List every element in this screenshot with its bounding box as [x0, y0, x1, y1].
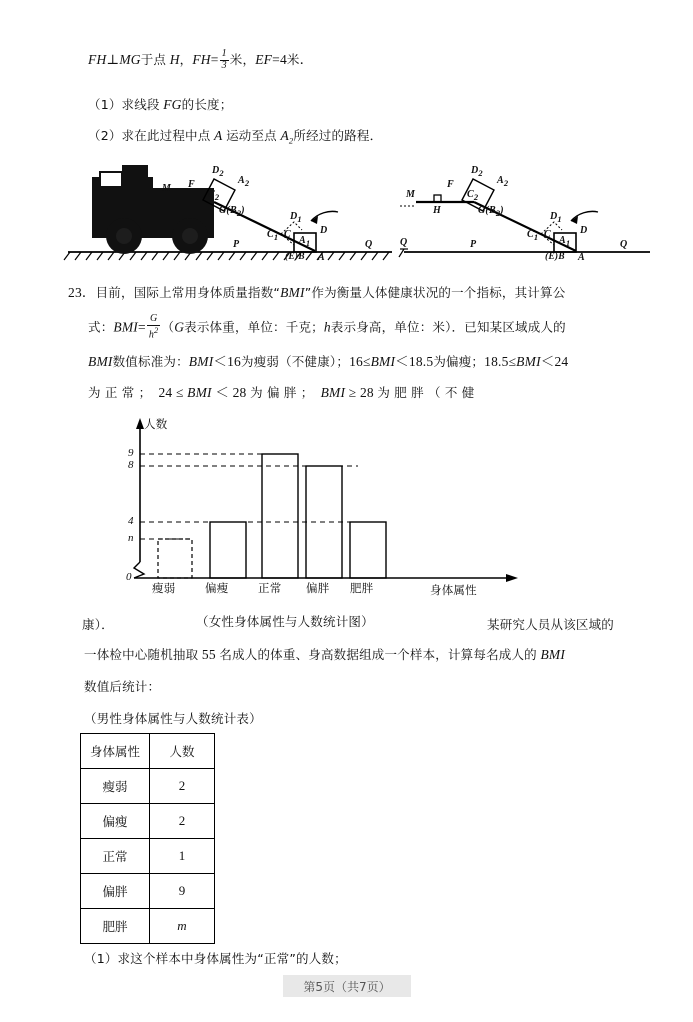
problem23-line-5-right: 某研究人员从该区域的: [487, 617, 615, 632]
text-at-point: 于点: [140, 52, 167, 68]
label-M: M: [162, 183, 172, 194]
xtick-pianshou: 偏瘦: [205, 581, 229, 595]
problem23-line-7: 数值后统计：: [84, 679, 161, 694]
figure-truck-ramp-left: [62, 150, 392, 265]
label-M-right: M: [406, 189, 416, 200]
table-header-count: 人数: [150, 734, 215, 769]
ge-1: ≥: [348, 385, 357, 400]
label-D2: $D_2$: [212, 165, 224, 178]
problem22-condition: [88, 50, 313, 72]
problem23-line-6: [84, 645, 565, 665]
label-C2-right: $C_2$: [467, 189, 479, 202]
problem22-question-1: [88, 95, 232, 115]
term-bmi-5: BMI: [370, 354, 396, 369]
p23-text-1: 目前，国际上常用身体质量指数: [95, 285, 274, 300]
formula-equals: =: [138, 319, 146, 335]
bar-chart-female: [100, 410, 520, 600]
xtick-feipang: 肥胖: [350, 581, 374, 595]
value-16-b: 16: [349, 354, 363, 369]
problem23-line-2: [88, 315, 566, 341]
row-count-pianpang: 9: [150, 874, 215, 909]
row-attr-shouruo: 瘦弱: [81, 769, 150, 804]
p23-slim-label: 为偏瘦；: [433, 354, 485, 369]
figure-right-labels: [398, 150, 658, 265]
stat-table-male: [80, 733, 215, 944]
le-3: ≤: [175, 385, 184, 400]
fraction-denominator: 3: [221, 59, 227, 71]
equals-1: =: [210, 52, 219, 68]
row-attr-pianpang: 偏胖: [81, 874, 150, 909]
label-D2-right: $D_2$: [471, 165, 483, 178]
label-D-right: D: [580, 225, 588, 236]
p23-std-lead: 数值标准为：: [112, 354, 189, 369]
p23-overweight-label: 为 偏 胖 ；: [250, 385, 314, 400]
label-H-right: H: [433, 205, 441, 216]
figure-ramp-right: [398, 150, 658, 265]
value-24-b: 24: [158, 385, 173, 400]
le-1: ≤: [362, 354, 371, 369]
paren-open-g: （: [161, 319, 175, 335]
label-C: C: [284, 229, 291, 240]
term-bmi-1: BMI: [280, 285, 305, 300]
fraction-numerator-g: G: [149, 313, 158, 324]
table-header-row: [81, 734, 215, 769]
label-D1-right: $D_1$: [550, 211, 562, 224]
q2-lead: （2）求在此过程中点: [88, 128, 211, 143]
p23-thin-label: 为瘦弱（不健康）；: [241, 354, 350, 369]
label-mg: MG: [119, 52, 141, 68]
lt-2: ＜: [395, 354, 409, 369]
unit-meter-1: 米: [229, 52, 243, 68]
label-C1-right: $C_1$: [527, 229, 539, 242]
lt-3: ＜: [540, 354, 555, 369]
label-A2: $A_2$: [238, 175, 250, 188]
le-2: ≤: [508, 354, 517, 369]
xtick-pianpang: 偏胖: [306, 581, 330, 595]
row-count-zhengchang: 1: [150, 839, 215, 874]
q2-point-a: A: [214, 128, 223, 143]
lt-1: ＜: [213, 354, 228, 369]
table-header-attribute: 身体属性: [81, 734, 150, 769]
perp-symbol: ⊥: [106, 52, 120, 68]
fraction-one-third: [220, 49, 229, 71]
symbol-h: h: [323, 319, 331, 335]
comma-1: ，: [179, 52, 193, 68]
term-bmi-4: BMI: [188, 354, 214, 369]
label-P: P: [233, 239, 240, 250]
table-row: [81, 804, 215, 839]
p23-text-4: 表示身高，单位：米）．已知某区域成人的: [330, 319, 566, 335]
problem22-question-2: [88, 126, 382, 147]
value-28: 28: [232, 385, 247, 400]
ytick-8: 8: [128, 459, 134, 471]
label-G-B2: $G(B_2)$: [219, 205, 245, 218]
chart-x-axis-title: 身体属性: [430, 583, 477, 597]
label-D: D: [320, 225, 328, 236]
label-A-right: A: [578, 252, 585, 263]
label-h: H: [169, 52, 180, 68]
label-D1: $D_1$: [290, 211, 302, 224]
problem23-question-1: （1）求这个样本中身体属性为“正常”的人数；: [84, 951, 347, 966]
problem23-line-3: [88, 352, 568, 372]
term-bmi-7: BMI: [187, 385, 212, 400]
row-attr-feipang: 肥胖: [81, 909, 150, 944]
term-bmi-2: BMI: [113, 319, 138, 335]
fraction-denominator-h2: $h^2$: [148, 324, 159, 340]
chart-y-axis-title: 人数: [144, 417, 168, 431]
table-row: [81, 909, 215, 944]
table-row: [81, 874, 215, 909]
quote-open: “: [273, 285, 281, 300]
label-Q-left-right: Q: [400, 237, 408, 248]
label-E-B: (E)B: [285, 252, 305, 262]
problem23-line-1: [68, 283, 565, 303]
term-bmi-3: BMI: [88, 354, 113, 369]
q1-tail: 的长度；: [181, 97, 233, 112]
symbol-g: G: [174, 319, 185, 335]
figure-left-labels: [62, 150, 392, 265]
p23-text-3: 表示体重，单位：千克；: [184, 319, 324, 335]
problem23-number: 23．: [68, 285, 96, 300]
p23-sample-tail: 名成人的体重、身高数据组成一个样本，计算每名成人的: [219, 647, 537, 662]
table-caption: （男性身体属性与人数统计表）: [84, 711, 262, 726]
row-count-pianshou: 2: [150, 804, 215, 839]
chart-caption: （女性身体属性与人数统计图）: [196, 614, 374, 629]
value-24: 24: [554, 354, 569, 369]
label-A2-right: $A_2$: [497, 175, 509, 188]
period-1: ．: [299, 52, 314, 68]
fraction-numerator: 1: [221, 48, 227, 59]
equals-2: =: [272, 52, 280, 68]
label-A: A: [318, 252, 325, 263]
p23-normal-label: 为 正 常 ；: [88, 385, 152, 400]
ytick-9: 9: [128, 447, 134, 459]
q2-point-a2: A: [280, 128, 289, 143]
ytick-n: n: [128, 532, 134, 544]
lt-4: ＜: [215, 385, 230, 400]
label-C1: $C_1$: [267, 229, 279, 242]
xtick-shouruo: 瘦弱: [152, 581, 176, 595]
term-bmi-8: BMI: [320, 385, 346, 400]
q2-point-a2-subscript: 2: [288, 135, 294, 146]
sample-size: 55: [201, 647, 216, 662]
label-G-B2-right: $G(B_2)$: [478, 205, 504, 218]
value-28-b: 28: [359, 385, 374, 400]
p23-obese-label: 为 肥 胖 （ 不 健: [377, 385, 475, 400]
table-row: [81, 769, 215, 804]
table-row: [81, 839, 215, 874]
row-attr-zhengchang: 正常: [81, 839, 150, 874]
value-16: 16: [227, 354, 241, 369]
label-ef: EF: [255, 52, 273, 68]
comma-2: ，: [242, 52, 256, 68]
p23-formula-lead: 式：: [88, 319, 114, 335]
row-attr-pianshou: 偏瘦: [81, 804, 150, 839]
problem23-line-4: [88, 383, 475, 403]
q2-tail: 所经过的路程．: [293, 128, 383, 143]
label-E-B-right: (E)B: [545, 252, 565, 262]
label-A1: $A_1$: [299, 235, 311, 248]
quote-close: ”: [304, 285, 312, 300]
label-Q: Q: [365, 239, 373, 250]
label-A1-right: $A_1$: [559, 235, 571, 248]
xtick-zhengchang: 正常: [258, 581, 282, 595]
term-bmi-6: BMI: [516, 354, 541, 369]
q1-segment-fg: FG: [163, 97, 182, 112]
term-bmi-9: BMI: [540, 647, 566, 662]
value-18-5-b: 18.5: [484, 354, 509, 369]
label-C2: $C_2$: [208, 189, 220, 202]
label-fh-2: FH: [192, 52, 211, 68]
value-18-5: 18.5: [408, 354, 434, 369]
label-C-right: C: [544, 229, 551, 240]
unit-meter-2: 米: [286, 52, 300, 68]
label-F-right: F: [447, 179, 454, 190]
value-ef: 4: [279, 52, 287, 68]
p23-text-2: 作为衡量人体健康状况的一个指标，其计算公: [311, 285, 566, 300]
chart-labels: [100, 410, 520, 600]
row-count-feipang: m: [150, 909, 215, 944]
page-footer: 第5页（共7页）: [283, 975, 411, 997]
label-Q-right: Q: [620, 239, 628, 250]
p23-sample-lead: 一体检中心随机抽取: [84, 647, 199, 662]
label-fh: FH: [88, 52, 107, 68]
ytick-0: 0: [126, 571, 132, 583]
fraction-g-over-h2: [147, 314, 161, 340]
row-count-shouruo: 2: [150, 769, 215, 804]
problem23-line-5-left: 康）．: [82, 617, 114, 632]
q2-mid: 运动至点: [226, 128, 277, 143]
ytick-4: 4: [128, 515, 134, 527]
q1-lead: （1）求线段: [88, 97, 160, 112]
label-F: F: [188, 179, 195, 190]
label-P-right: P: [470, 239, 477, 250]
